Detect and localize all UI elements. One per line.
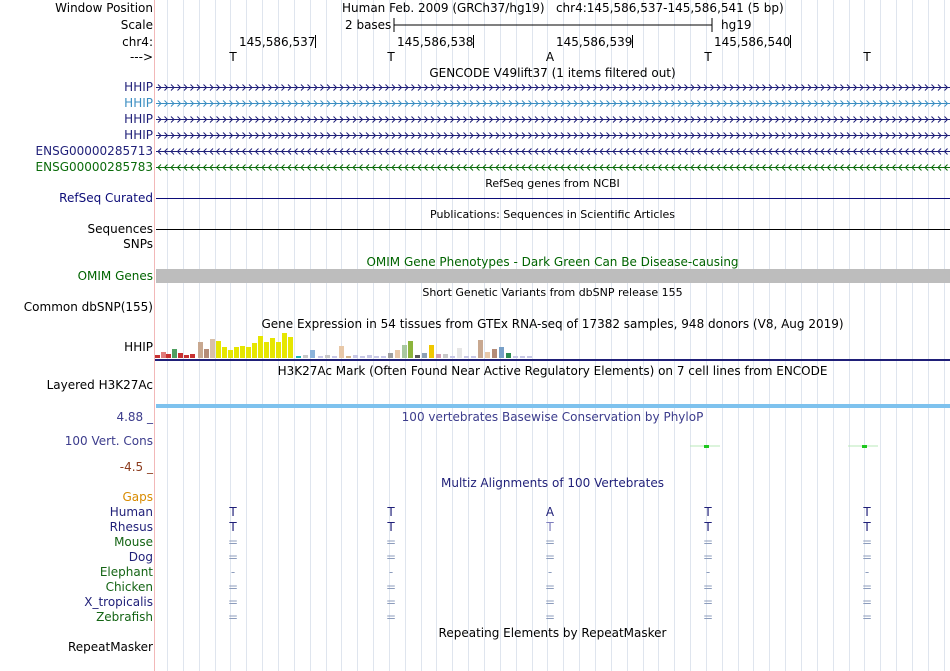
repeatmasker-label[interactable]: RepeatMasker <box>67 640 153 654</box>
gencode-gene-line[interactable] <box>156 113 950 125</box>
omim-title[interactable]: OMIM Gene Phenotypes - Dark Green Can Be Disease-causing <box>366 255 739 269</box>
window-position-label: Window Position <box>55 1 153 15</box>
scale-label: Scale <box>120 18 153 32</box>
window-position-value: Human Feb. 2009 (GRCh37/hg19) chr4:145,586,537-145,586,541 (5 bp) <box>342 1 784 15</box>
position-tick-label: 145,586,538 <box>397 35 474 49</box>
alignment-base: = <box>544 535 556 549</box>
species-label[interactable]: X_tropicalis <box>84 595 153 609</box>
species-label[interactable]: Human <box>109 505 153 519</box>
gencode-gene-line[interactable] <box>156 161 950 173</box>
gtex-label[interactable]: HHIP <box>124 340 153 354</box>
strand-label: ---> <box>129 50 153 64</box>
gencode-gene-line[interactable] <box>156 97 950 109</box>
gencode-item-label[interactable]: HHIP <box>124 112 153 126</box>
alignment-base: = <box>385 550 397 564</box>
alignment-base: = <box>544 550 556 564</box>
scale-assembly: hg19 <box>721 18 752 32</box>
position-tick-mark <box>315 35 316 48</box>
alignment-base: T <box>229 505 237 519</box>
phylop-signal[interactable] <box>155 440 950 452</box>
omim-label[interactable]: OMIM Genes <box>77 269 153 283</box>
alignment-base: = <box>385 535 397 549</box>
gencode-item-label[interactable]: HHIP <box>124 96 153 110</box>
publications-title[interactable]: Publications: Sequences in Scientific Articles <box>430 208 675 221</box>
gencode-item-label[interactable]: ENSG00000285713 <box>35 144 153 158</box>
gencode-item-label[interactable]: HHIP <box>124 128 153 142</box>
alignment-base: = <box>385 610 397 624</box>
alignment-base: T <box>387 505 395 519</box>
refseq-title[interactable]: RefSeq genes from NCBI <box>485 177 620 190</box>
phylop-min-label: -4.5 _ <box>119 460 153 474</box>
gencode-gene-line[interactable] <box>156 145 950 157</box>
base-letter: T <box>229 50 237 64</box>
species-label[interactable]: Mouse <box>114 535 153 549</box>
alignment-base: = <box>861 550 873 564</box>
h3k27ac-label[interactable]: Layered H3K27Ac <box>46 378 153 392</box>
position-tick-mark <box>632 35 633 48</box>
publications-line[interactable] <box>156 229 950 230</box>
phylop-label[interactable]: 100 Vert. Cons <box>64 434 153 448</box>
refseq-label[interactable]: RefSeq Curated <box>59 191 153 205</box>
publications-label[interactable]: Sequences <box>87 222 153 236</box>
dbsnp-title[interactable]: Short Genetic Variants from dbSNP release 155 <box>422 286 683 299</box>
gaps-label: Gaps <box>122 490 153 504</box>
base-letter: T <box>704 50 712 64</box>
alignment-base: = <box>227 550 239 564</box>
alignment-base: = <box>861 595 873 609</box>
alignment-base: = <box>544 580 556 594</box>
gtex-expression-chart[interactable] <box>155 330 950 361</box>
gtex-title[interactable]: Gene Expression in 54 tissues from GTEx RNA-seq of 17382 samples, 948 donors (V8, Aug 2019) <box>261 317 844 331</box>
alignment-base: - <box>388 565 394 579</box>
alignment-base: T <box>704 505 712 519</box>
alignment-base: = <box>702 580 714 594</box>
base-letter: T <box>387 50 395 64</box>
alignment-base: = <box>702 610 714 624</box>
alignment-base: - <box>864 565 870 579</box>
alignment-base: = <box>385 580 397 594</box>
alignment-base: = <box>861 535 873 549</box>
position-tick-mark <box>790 35 791 48</box>
alignment-base: T <box>229 520 237 534</box>
alignment-base: = <box>861 580 873 594</box>
position-tick-label: 145,586,540 <box>714 35 791 49</box>
alignment-base: = <box>544 595 556 609</box>
alignment-base: = <box>544 610 556 624</box>
alignment-base: - <box>230 565 236 579</box>
position-tick-label: 145,586,537 <box>239 35 316 49</box>
alignment-base: = <box>227 610 239 624</box>
gencode-item-label[interactable]: ENSG00000285783 <box>35 160 153 174</box>
alignment-base: = <box>702 595 714 609</box>
alignment-base: T <box>863 505 871 519</box>
alignment-base: - <box>547 565 553 579</box>
repeatmasker-title[interactable]: Repeating Elements by RepeatMasker <box>438 626 667 640</box>
species-label[interactable]: Elephant <box>99 565 153 579</box>
alignment-base: - <box>705 565 711 579</box>
dbsnp-label[interactable]: Common dbSNP(155) <box>23 300 153 314</box>
omim-phenotype-bar[interactable] <box>156 269 950 283</box>
alignment-base: T <box>704 520 712 534</box>
gencode-gene-line[interactable] <box>156 81 950 93</box>
gencode-item-label[interactable]: HHIP <box>124 80 153 94</box>
gencode-gene-line[interactable] <box>156 129 950 141</box>
species-label[interactable]: Dog <box>128 550 153 564</box>
h3k27ac-title[interactable]: H3K27Ac Mark (Often Found Near Active Regulatory Elements) on 7 cell lines from ENCODE <box>277 364 828 378</box>
alignment-base: = <box>227 595 239 609</box>
alignment-base: T <box>546 520 554 534</box>
phylop-max-label: 4.88 _ <box>116 410 153 424</box>
position-tick-label: 145,586,539 <box>556 35 633 49</box>
base-letter: T <box>863 50 871 64</box>
alignment-base: A <box>545 505 555 519</box>
scale-text: 2 bases <box>345 18 392 32</box>
base-letter: A <box>545 50 555 64</box>
species-label[interactable]: Chicken <box>105 580 153 594</box>
alignment-base: T <box>863 520 871 534</box>
alignment-base: = <box>227 535 239 549</box>
alignment-base: = <box>861 610 873 624</box>
refseq-gene-line[interactable] <box>156 198 950 199</box>
h3k27ac-signal[interactable] <box>156 404 950 408</box>
chromosome-label: chr4: <box>122 35 153 49</box>
alignment-base: = <box>702 550 714 564</box>
scale-bar <box>392 16 714 34</box>
position-tick-mark <box>473 35 474 48</box>
alignment-base: = <box>385 595 397 609</box>
multiz-title[interactable]: Multiz Alignments of 100 Vertebrates <box>440 476 665 490</box>
snps-label: SNPs <box>123 237 153 251</box>
alignment-base: T <box>387 520 395 534</box>
species-label[interactable]: Zebrafish <box>96 610 153 624</box>
phylop-title[interactable]: 100 vertebrates Basewise Conservation by PhyloP <box>401 410 704 424</box>
alignment-base: = <box>227 580 239 594</box>
species-label[interactable]: Rhesus <box>109 520 153 534</box>
gencode-title[interactable]: GENCODE V49lift37 (1 items filtered out) <box>429 66 676 80</box>
alignment-base: = <box>702 535 714 549</box>
